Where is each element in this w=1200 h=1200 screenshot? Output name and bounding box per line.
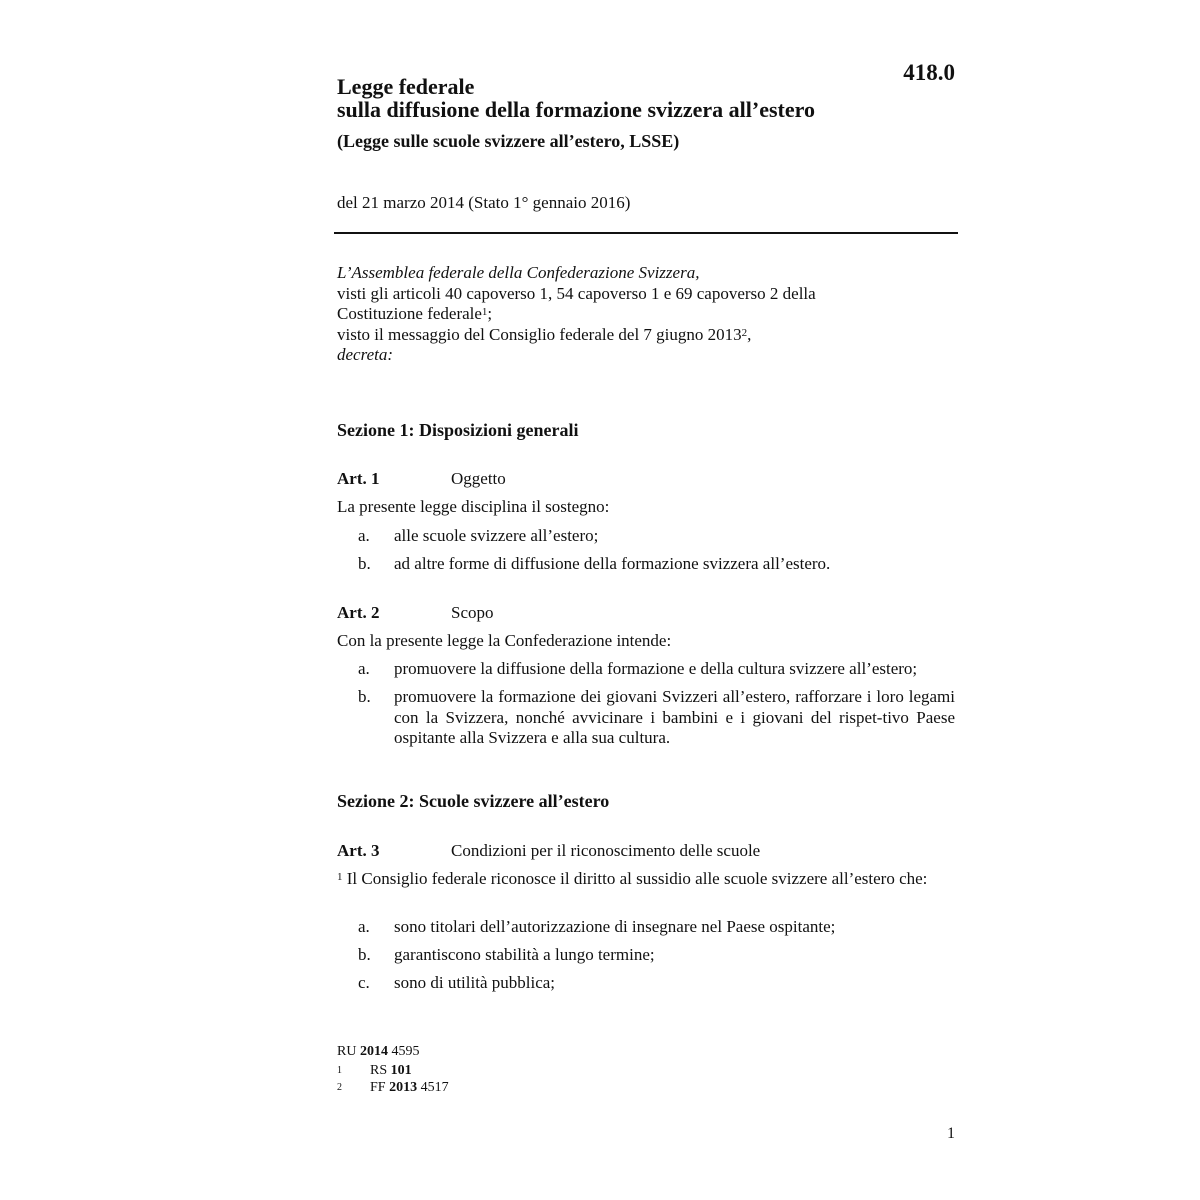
article-1-number: Art. 1 xyxy=(337,469,380,488)
item-text: sono di utilità pubblica; xyxy=(394,973,556,992)
sr-number: 418.0 xyxy=(903,60,955,85)
article-3-item-a xyxy=(337,917,955,938)
page-number: 1 xyxy=(947,1125,955,1142)
item-text: garantiscono stabilità a lungo termine; xyxy=(394,945,655,964)
article-2-item-a xyxy=(337,659,955,680)
footnote-2 xyxy=(337,1079,449,1096)
item-letter: a. xyxy=(358,659,370,678)
article-2-item-b xyxy=(337,687,955,749)
item-text: promuovere la diffusione della formazione e della cultura svizzere all’estero; xyxy=(394,659,918,678)
ru-reference xyxy=(337,1043,419,1060)
ingress-line-5: decreta: xyxy=(337,345,394,364)
item-text: alle scuole svizzere all’estero; xyxy=(394,526,599,545)
article-2-heading xyxy=(337,603,957,623)
ru-prefix: RU xyxy=(337,1044,357,1059)
article-2-number: Art. 2 xyxy=(337,603,380,622)
item-text: promuovere la formazione dei giovani Svizzeri all’estero, rafforzare i loro legami con la Svizzera, nonché avvicinare i bambini e i giovani del rispet-tivo Paese ospitante alla Svizzera e alla sua cultura. xyxy=(394,687,955,747)
footnote-prefix: FF xyxy=(370,1080,386,1095)
item-text: ad altre forme di diffusione della formazione svizzera all’estero. xyxy=(394,554,831,573)
article-3-heading xyxy=(337,841,957,861)
article-1-title: Oggetto xyxy=(451,469,506,488)
item-letter: c. xyxy=(358,973,370,992)
article-3-number: Art. 3 xyxy=(337,841,380,860)
item-letter: b. xyxy=(358,945,371,964)
article-1-heading xyxy=(337,469,957,489)
article-3-title: Condizioni per il riconoscimento delle scuole xyxy=(451,841,761,860)
footnote-suffix: 4517 xyxy=(420,1080,449,1095)
footnote-prefix: RS xyxy=(370,1063,388,1078)
item-letter: b. xyxy=(358,687,371,706)
ingress-line-2: visti gli articoli 40 capoverso 1, 54 capoverso 1 e 69 capoverso 2 della xyxy=(337,283,816,303)
article-3-item-c xyxy=(337,973,955,994)
ingress-line-4-text: visto il messaggio del Consiglio federale del 7 giugno 2013 xyxy=(337,324,742,344)
ingress-line-3-text: Costituzione federale xyxy=(337,304,482,323)
article-1-item-a xyxy=(337,526,955,547)
article-3-item-b xyxy=(337,945,955,966)
ingress-line-1: L’Assemblea federale della Confederazione Svizzera, xyxy=(337,263,700,282)
subtitle: (Legge sulle scuole svizzere all’estero, LSSE) xyxy=(337,131,680,151)
footnote-ref-1[interactable]: 1 xyxy=(481,306,488,318)
item-letter: b. xyxy=(358,554,371,573)
header-rule xyxy=(334,232,958,234)
footnote-ref-2[interactable]: 2 xyxy=(741,326,748,339)
section-1-heading: Sezione 1: Disposizioni generali xyxy=(337,420,579,440)
paragraph-number: 1 xyxy=(337,871,343,883)
title-line-1: Legge federale xyxy=(337,74,475,99)
article-1-intro: La presente legge disciplina il sostegno: xyxy=(337,497,610,516)
article-3-paragraph-1 xyxy=(337,869,955,890)
footnote-bold: 101 xyxy=(390,1063,412,1078)
article-2-title: Scopo xyxy=(451,603,494,622)
item-text: sono titolari dell’autorizzazione di insegnare nel Paese ospitante; xyxy=(394,917,836,936)
date-line: del 21 marzo 2014 (Stato 1° gennaio 2016) xyxy=(337,193,631,212)
ingress-line-4 xyxy=(337,325,957,346)
section-2-heading: Sezione 2: Scuole svizzere all’estero xyxy=(337,791,610,811)
footnote-mark: 1 xyxy=(337,1065,342,1076)
article-1-item-b xyxy=(337,554,955,575)
paragraph-text: Il Consiglio federale riconosce il diritto al sussidio alle scuole svizzere all’estero che: xyxy=(346,869,928,888)
footnote-1 xyxy=(337,1062,412,1079)
ingress-line-3 xyxy=(337,304,957,325)
footnote-bold: 2013 xyxy=(389,1080,418,1095)
ingress xyxy=(337,263,957,366)
footnote-mark: 2 xyxy=(337,1082,342,1093)
ru-page: 4595 xyxy=(391,1044,420,1059)
article-2-intro: Con la presente legge la Confederazione intende: xyxy=(337,631,672,650)
ingress-line-3-end: ; xyxy=(487,304,493,323)
ru-year: 2014 xyxy=(359,1044,388,1059)
item-letter: a. xyxy=(358,917,370,936)
item-letter: a. xyxy=(358,526,370,545)
ingress-line-4-end: , xyxy=(747,324,752,344)
title-line-2: sulla diffusione della formazione svizzera all’estero xyxy=(337,97,816,122)
